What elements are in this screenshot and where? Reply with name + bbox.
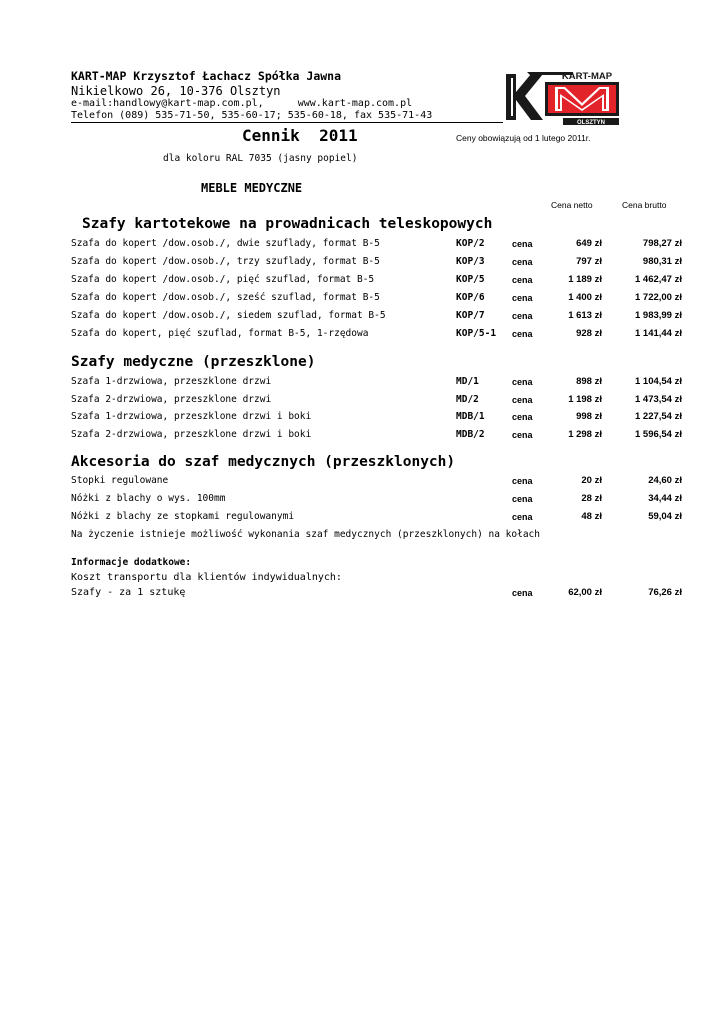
item-description: Szafa 1-drzwiowa, przeszklone drzwi i boki	[71, 411, 312, 422]
contact-line	[71, 98, 412, 109]
company-address: Nikielkowo 26, 10-376 Olsztyn	[71, 84, 281, 98]
item-description: Szafa do kopert /dow.osob./, trzy szuflady, format B-5	[71, 256, 380, 267]
info-heading: Informacje dodatkowe:	[71, 557, 192, 568]
price-netto: 28 zł	[581, 493, 602, 504]
section-title-kartotekowe: Szafy kartotekowe na prowadnicach teleskopowych	[82, 216, 493, 232]
price-brutto: 1 462,47 zł	[634, 274, 682, 285]
item-code: KOP/5	[456, 274, 485, 285]
item-description: Szafa 2-drzwiowa, przeszklone drzwi	[71, 394, 272, 405]
wheels-note: Na życzenie istnieje możliwość wykonania szaf medycznych (przeszklonych) na kołach	[71, 529, 540, 540]
item-code: MD/1	[456, 376, 479, 387]
email-text: e-mail:handlowy@kart-map.com.pl,	[71, 98, 264, 109]
item-code: KOP/6	[456, 292, 485, 303]
price-netto: 48 zł	[581, 511, 602, 522]
header-divider	[71, 122, 503, 123]
price-brutto: 1 473,54 zł	[634, 394, 682, 405]
price-label: cena	[512, 588, 533, 598]
item-description: Szafa do kopert /dow.osob./, pięć szuflad, format B-5	[71, 274, 375, 285]
price-brutto: 1 596,54 zł	[634, 429, 682, 440]
item-description: Nóżki z blachy ze stopkami regulowanymi	[71, 511, 295, 522]
column-header-netto: Cena netto	[551, 200, 593, 210]
table-row	[0, 475, 724, 489]
table-row	[0, 394, 724, 408]
price-label: cena	[512, 512, 533, 522]
item-description: Szafa do kopert /dow.osob./, dwie szuflady, format B-5	[71, 238, 380, 249]
company-name: KART-MAP Krzysztof Łachacz Spółka Jawna	[71, 69, 342, 83]
item-code: KOP/7	[456, 310, 485, 321]
item-code: KOP/3	[456, 256, 485, 267]
table-row	[0, 429, 724, 443]
price-label: cena	[512, 476, 533, 486]
table-row	[0, 238, 724, 252]
item-description: Szafa 2-drzwiowa, przeszklone drzwi i boki	[71, 429, 312, 440]
page-title: Cennik 2011	[242, 126, 358, 145]
section-title-medyczne: Szafy medyczne (przeszklone)	[71, 354, 316, 370]
item-description: Szafa do kopert, pięć szuflad, format B-5, 1-rzędowa	[71, 328, 369, 339]
price-brutto: 1 227,54 zł	[634, 411, 682, 422]
table-row	[0, 274, 724, 288]
item-description: Szafa do kopert /dow.osob./, siedem szuflad, format B-5	[71, 310, 386, 321]
item-code: KOP/5-1	[456, 328, 497, 339]
color-note: dla koloru RAL 7035 (jasny popiel)	[163, 153, 358, 164]
price-netto: 1 613 zł	[568, 310, 602, 321]
price-brutto: 76,26 zł	[648, 587, 682, 598]
table-row	[0, 310, 724, 324]
item-description: Nóżki z blachy o wys. 100mm	[71, 493, 226, 504]
price-label: cena	[512, 412, 533, 422]
item-code: MD/2	[456, 394, 479, 405]
table-row	[0, 376, 724, 390]
logo-brand-text: KART-MAP	[561, 71, 613, 82]
item-description: Szafa do kopert /dow.osob./, sześć szuflad, format B-5	[71, 292, 380, 303]
category-heading: MEBLE MEDYCZNE	[201, 181, 303, 195]
price-label: cena	[512, 293, 533, 303]
table-row	[0, 256, 724, 270]
price-netto: 1 400 zł	[568, 292, 602, 303]
item-code: MDB/2	[456, 429, 485, 440]
column-header-brutto: Cena brutto	[622, 200, 667, 210]
price-netto: 1 189 zł	[568, 274, 602, 285]
section-title-akcesoria: Akcesoria do szaf medycznych (przeszklonych)	[71, 454, 456, 470]
price-label: cena	[512, 275, 533, 285]
price-brutto: 1 983,99 zł	[634, 310, 682, 321]
price-netto: 898 zł	[576, 376, 602, 387]
price-label: cena	[512, 494, 533, 504]
price-label: cena	[512, 311, 533, 321]
phone-line: Telefon (089) 535-71-50, 535-60-17; 535-60-18, fax 535-71-43	[71, 110, 433, 121]
item-description: Stopki regulowane	[71, 475, 169, 486]
price-label: cena	[512, 329, 533, 339]
kart-map-logo	[503, 68, 623, 126]
transport-note: Koszt transportu dla klientów indywidualnych:	[71, 572, 342, 583]
validity-note: Ceny obowiązują od 1 lutego 2011r.	[456, 133, 591, 143]
table-row	[0, 511, 724, 525]
logo-city-text: OLSZTYN	[577, 120, 605, 126]
item-description: Szafa 1-drzwiowa, przeszklone drzwi	[71, 376, 272, 387]
price-netto: 998 zł	[576, 411, 602, 422]
table-row	[0, 493, 724, 507]
price-label: cena	[512, 257, 533, 267]
price-brutto: 24,60 zł	[648, 475, 682, 486]
item-description: Szafy - za 1 sztukę	[71, 587, 186, 598]
table-row	[0, 411, 724, 425]
price-label: cena	[512, 430, 533, 440]
item-code: MDB/1	[456, 411, 485, 422]
website-text: www.kart-map.com.pl	[297, 98, 413, 109]
price-netto: 62,00 zł	[568, 587, 602, 598]
price-brutto: 59,04 zł	[648, 511, 682, 522]
price-label: cena	[512, 395, 533, 405]
price-netto: 649 zł	[576, 238, 602, 249]
price-brutto: 980,31 zł	[642, 256, 682, 267]
price-netto: 928 zł	[576, 328, 602, 339]
price-brutto: 1 104,54 zł	[634, 376, 682, 387]
price-brutto: 1 722,00 zł	[634, 292, 682, 303]
table-row	[0, 292, 724, 306]
item-code: KOP/2	[456, 238, 485, 249]
price-netto: 1 198 zł	[568, 394, 602, 405]
table-row	[0, 328, 724, 342]
price-label: cena	[512, 239, 533, 249]
price-brutto: 798,27 zł	[642, 238, 682, 249]
price-netto: 797 zł	[576, 256, 602, 267]
table-row	[0, 587, 724, 601]
price-brutto: 1 141,44 zł	[634, 328, 682, 339]
price-netto: 20 zł	[581, 475, 602, 486]
price-netto: 1 298 zł	[568, 429, 602, 440]
price-brutto: 34,44 zł	[648, 493, 682, 504]
price-label: cena	[512, 377, 533, 387]
